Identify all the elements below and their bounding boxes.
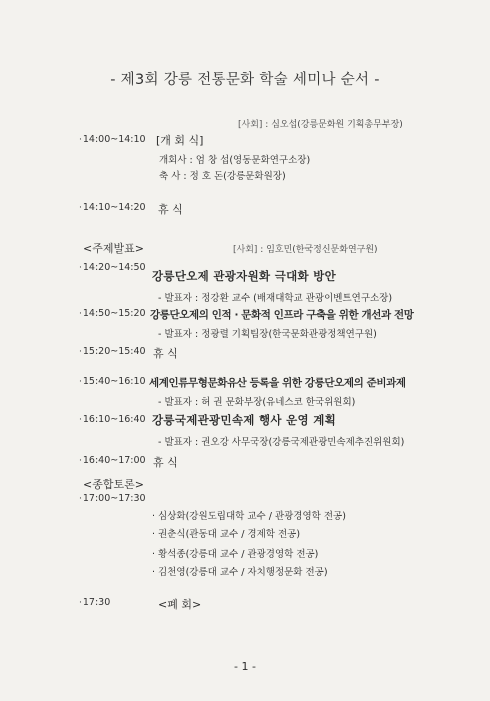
time-break1: ·14:10~14:20 [79, 202, 146, 213]
talk-title: 강릉단오제의 인적 · 문화적 인프라 구축을 위한 개선과 전망 [150, 309, 414, 321]
opening-line: 축 사 : 정 호 돈(강릉문화원장) [159, 171, 286, 182]
talk-presenter: - 발표자 : 정광렬 기획팀장(한국문화관광정책연구원) [158, 329, 377, 340]
page-number: - 1 - [234, 660, 256, 673]
section-general-discussion: <종합토론> [83, 478, 144, 491]
time-break2: ·15:20~15:40 [79, 346, 146, 357]
time-break3: ·16:40~17:00 [79, 455, 146, 466]
talk-presenter: - 발표자 : 정강환 교수 (배재대학교 관광이벤트연구소장) [158, 293, 393, 304]
talk-title: 세계인류무형문화유산 등록을 위한 강릉단오제의 준비과제 [149, 377, 406, 389]
section1-host [233, 242, 378, 255]
closing-label: <폐 회> [158, 598, 202, 611]
time-closing: ·17:30 [79, 597, 111, 608]
break-label: 휴 식 [153, 456, 178, 469]
host-label: [사회] [238, 120, 263, 130]
opening-label: [개 회 식] [156, 134, 204, 147]
host-label: [사회] [233, 245, 258, 255]
break-label: 휴 식 [158, 203, 183, 216]
host-name: : 심오섭(강릉문화원 기획총무부장) [265, 120, 403, 130]
time-talk3: ·15:40~16:10 [79, 376, 146, 387]
time-talk2: ·14:50~15:20 [79, 308, 146, 319]
time-talk1: ·14:20~14:50 [79, 262, 146, 273]
discussant-item: · 김천영(강릉대 교수 / 자치행정문화 전공) [152, 567, 328, 578]
time-discussion: ·17:00~17:30 [79, 493, 146, 504]
talk-title: 강릉단오제 관광자원화 극대화 방안 [152, 269, 337, 283]
host-name: : 임호민(한국정신문화연구원) [260, 245, 378, 255]
page-title: - 제3회 강릉 전통문화 학술 세미나 순서 - [110, 72, 380, 88]
talk-presenter: - 발표자 : 허 권 문화부장(유네스코 한국위원회) [158, 397, 356, 408]
talk-title: 강릉국제관광민속제 행사 운영 계획 [152, 413, 337, 427]
discussant-item: · 권춘식(관동대 교수 / 경제학 전공) [152, 529, 301, 540]
time-opening: ·14:00~14:10 [79, 134, 146, 145]
opening-host [238, 117, 403, 130]
discussant-item: · 황석종(강릉대 교수 / 관광경영학 전공) [152, 549, 319, 560]
discussant-item: · 심상화(강원도립대학 교수 / 관광경영학 전공) [152, 511, 346, 522]
opening-line: 개회사 : 엄 창 섭(영동문화연구소장) [159, 155, 311, 166]
time-talk4: ·16:10~16:40 [79, 414, 146, 425]
section-topic-presentation: <주제발표> [83, 242, 144, 255]
talk-presenter: - 발표자 : 권오강 사무국장(강릉국제관광민속제추진위원회) [158, 437, 405, 448]
break-label: 휴 식 [153, 347, 178, 360]
